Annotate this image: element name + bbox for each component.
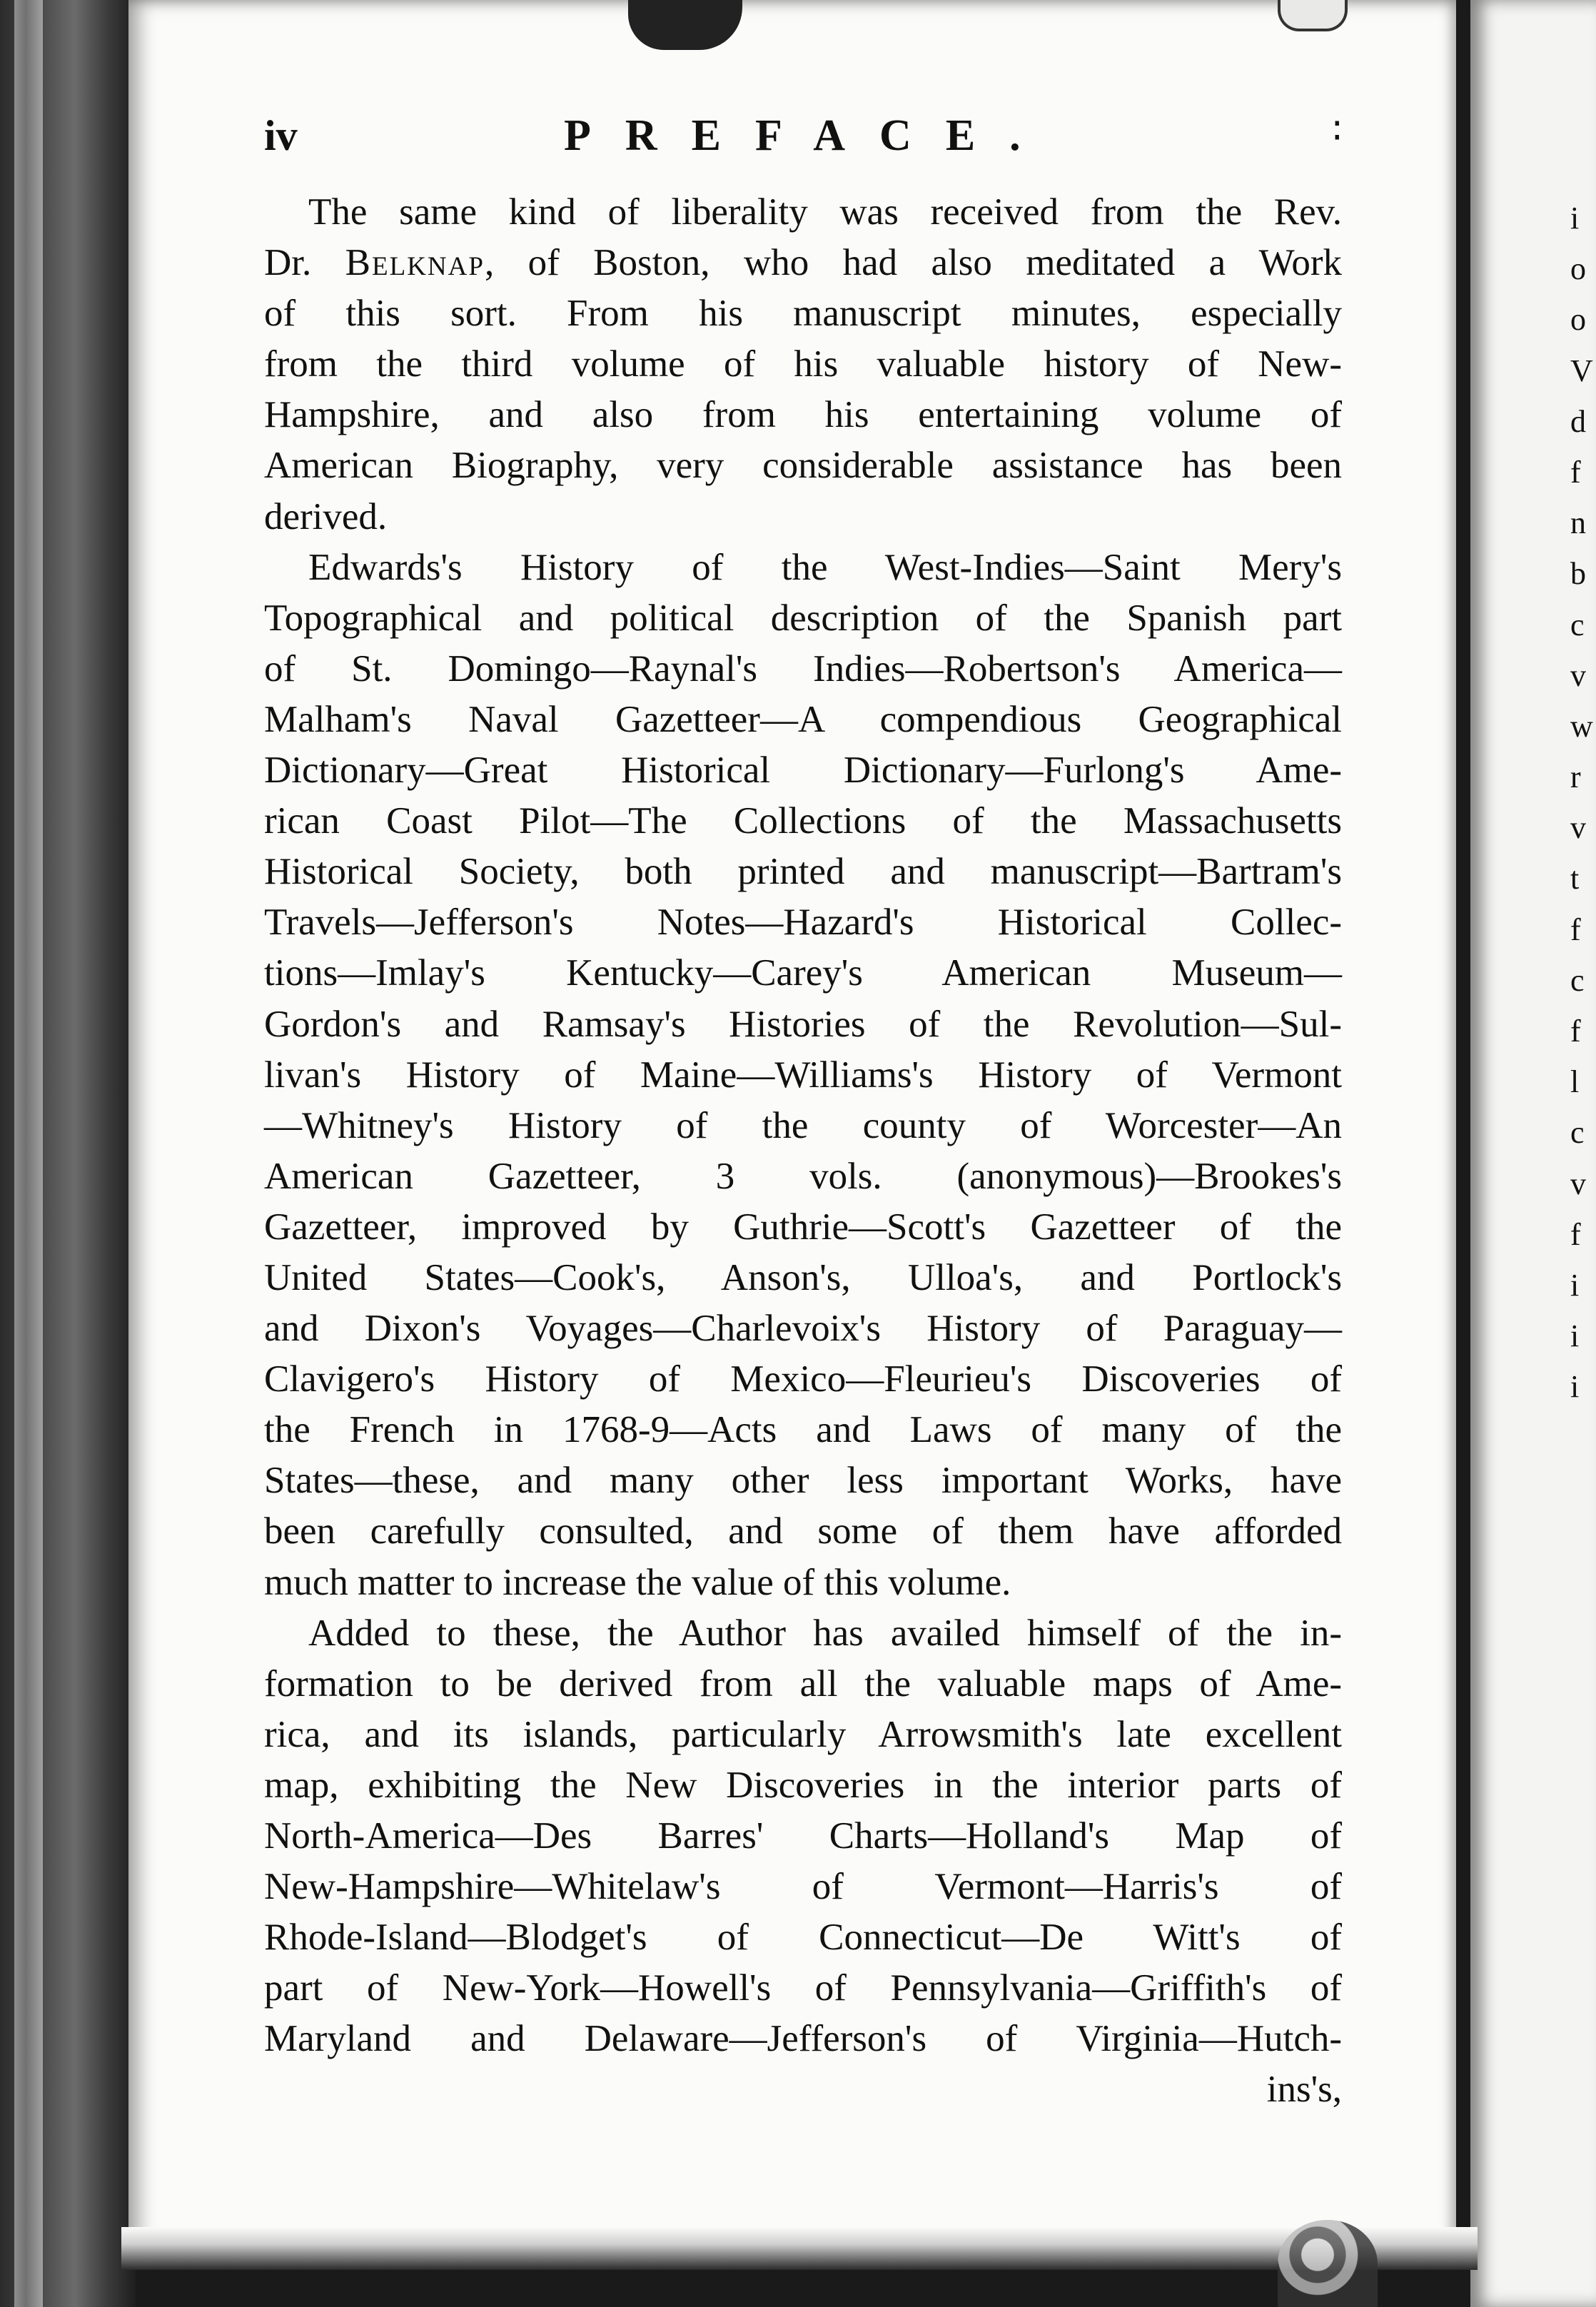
- text-line: much matter to increase the value of this volume.: [264, 1561, 1011, 1603]
- text-line: Dictionary—Great Historical Dictionary—Furlong's Ame-: [264, 749, 1342, 792]
- facing-page-letter: f: [1570, 1216, 1581, 1252]
- text-line: —Whitney's History of the county of Worcester—An: [264, 1104, 1342, 1146]
- facing-page-letter: c: [1570, 607, 1585, 642]
- facing-page-letter: v: [1570, 810, 1586, 846]
- facing-page-letter: i: [1570, 1369, 1580, 1405]
- facing-page-letter: n: [1570, 505, 1586, 541]
- facing-page-text-fragments: [1570, 193, 1596, 1413]
- text-line: States—these, and many other less important Works, have: [264, 1460, 1342, 1502]
- text-line: the French in 1768-9—Acts and Laws of many of the: [264, 1409, 1342, 1451]
- facing-page-letter: c: [1570, 1115, 1585, 1151]
- text-line: Gazetteer, improved by Guthrie—Scott's Gazetteer of the: [264, 1206, 1342, 1248]
- text-line: North-America—Des Barres' Charts—Holland's Map of: [264, 1815, 1342, 1857]
- text-line: of this sort. From his manuscript minutes, especially: [264, 293, 1342, 335]
- text-line: Maryland and Delaware—Jefferson's of Virginia—Hutch-: [264, 2018, 1342, 2060]
- text-line: American Biography, very considerable assistance has been: [264, 445, 1342, 487]
- text-line: from the third volume of his valuable history of New-: [264, 343, 1342, 385]
- facing-page-letter: f: [1570, 912, 1581, 947]
- facing-page-letter: f: [1570, 454, 1581, 490]
- text-fragment: , of Boston, who had also meditated a Work: [484, 242, 1342, 284]
- text-line: Rhode-Island—Blodget's of Connecticut—De Witt's of: [264, 1917, 1342, 1959]
- text-line: Topographical and political description of the Spanish part: [264, 597, 1342, 639]
- facing-page-letter: l: [1570, 1064, 1580, 1100]
- text-line: Added to these, the Author has availed himself of the in-: [308, 1612, 1342, 1654]
- facing-page-letter: i: [1570, 201, 1580, 236]
- facing-page-letter: o: [1570, 302, 1586, 338]
- page-bottom-edge: [121, 2227, 1478, 2270]
- facing-page-letter: v: [1570, 657, 1586, 693]
- page-number: iv: [264, 112, 298, 159]
- paper-damage-bottom: [1278, 2220, 1378, 2307]
- facing-page-letter: V: [1570, 353, 1593, 388]
- text-line: derived.: [264, 495, 388, 537]
- text-line: Edwards's History of the West-Indies—Saint Mery's: [308, 546, 1342, 588]
- text-line: Clavigero's History of Mexico—Fleurieu's Discoveries of: [264, 1358, 1342, 1400]
- facing-page-letter: b: [1570, 556, 1586, 592]
- running-head: [264, 107, 1342, 164]
- text-line: New-Hampshire—Whitelaw's of Vermont—Harris's of: [264, 1866, 1342, 1908]
- header-ornament: ∶: [1332, 111, 1342, 152]
- preface-body: [264, 187, 1342, 2116]
- facing-page-letter: i: [1570, 1267, 1580, 1303]
- facing-page-letter: o: [1570, 251, 1586, 287]
- text-line: ins's,: [1266, 2069, 1342, 2111]
- text-line: part of New-York—Howell's of Pennsylvania—Griffith's of: [264, 1967, 1342, 2009]
- text-line: Travels—Jefferson's Notes—Hazard's Historical Collec-: [264, 902, 1342, 944]
- text-line: been carefully consulted, and some of them have afforded: [264, 1510, 1342, 1553]
- paper-tear-top-right: [1278, 0, 1348, 31]
- paragraph: [264, 187, 1342, 542]
- text-line: map, exhibiting the New Discoveries in the interior parts of: [264, 1764, 1342, 1806]
- text-line: Historical Society, both printed and manuscript—Bartram's: [264, 851, 1342, 893]
- paragraph: [264, 1608, 1342, 2116]
- text-line: American Gazetteer, 3 vols. (anonymous)—Brookes's: [264, 1155, 1342, 1197]
- text-line: Hampshire, and also from his entertaining volume of: [264, 394, 1342, 436]
- running-head-title: PREFACE.: [564, 111, 1055, 160]
- text-line: Malham's Naval Gazetteer—A compendious Geographical: [264, 698, 1342, 740]
- text-line: of St. Domingo—Raynal's Indies—Robertson's America—: [264, 647, 1342, 690]
- text-fragment: Dr.: [264, 242, 345, 284]
- text-line: formation to be derived from all the valuable maps of Ame-: [264, 1662, 1342, 1705]
- text-line: Gordon's and Ramsay's Histories of the Revolution—Sul-: [264, 1003, 1342, 1045]
- facing-page-letter: w: [1570, 708, 1593, 744]
- facing-page-letter: i: [1570, 1318, 1580, 1354]
- text-line: The same kind of liberality was received from the Rev.: [308, 191, 1342, 233]
- facing-page-letter: f: [1570, 1014, 1581, 1049]
- gutter-page-edge: [14, 0, 43, 2307]
- facing-page-letter: d: [1570, 403, 1586, 439]
- text-line: [264, 238, 1342, 288]
- paragraph: [264, 542, 1342, 1608]
- facing-page-letter: v: [1570, 1166, 1586, 1201]
- text-line: tions—Imlay's Kentucky—Carey's American Museum—: [264, 952, 1342, 994]
- text-line: livan's History of Maine—Williams's History of Vermont: [264, 1054, 1342, 1096]
- facing-page-letter: c: [1570, 962, 1585, 998]
- text-line: rica, and its islands, particularly Arrowsmith's late excellent: [264, 1713, 1342, 1755]
- facing-page-letter: t: [1570, 861, 1580, 897]
- text-line: United States—Cook's, Anson's, Ulloa's, and Portlock's: [264, 1256, 1342, 1298]
- name-small-caps: Belknap: [345, 242, 485, 284]
- facing-page-letter: r: [1570, 759, 1581, 795]
- text-line: and Dixon's Voyages—Charlevoix's History of Paraguay—: [264, 1308, 1342, 1350]
- text-line: rican Coast Pilot—The Collections of the Massachusetts: [264, 800, 1342, 842]
